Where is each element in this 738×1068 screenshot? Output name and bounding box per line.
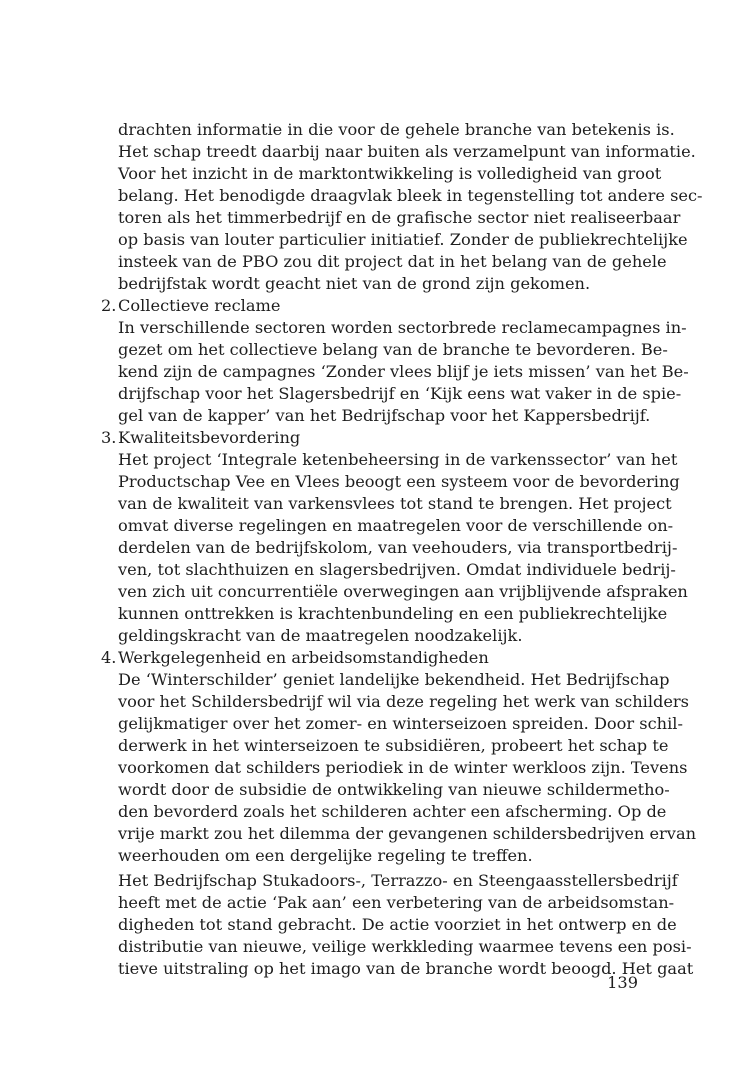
item-heading: Kwaliteitsbevordering	[118, 428, 301, 447]
item-line: ven, tot slachthuizen en slagersbedrijven. Omdat individuele bedrij-	[118, 560, 676, 579]
item-line: Productschap Vee en Vlees beoogt een systeem voor de bevordering	[118, 472, 680, 491]
item-line: voorkomen dat schilders periodiek in de winter werkloos zijn. Tevens	[118, 758, 688, 777]
item-line: omvat diverse regelingen en maatregelen voor de verschillende on-	[118, 516, 674, 535]
item-line: kunnen onttrekken is krachtenbundeling en een publiekrechtelijke	[118, 604, 668, 623]
item-line: tieve uitstraling op het imago van de branche wordt beoogd. Het gaat	[118, 959, 694, 978]
item-heading: Werkgelegenheid en arbeidsomstandigheden	[118, 648, 489, 667]
item-line: kend zijn de campagnes ‘Zonder vlees blijf je iets missen’ van het Be-	[118, 362, 689, 381]
intro-line: toren als het timmerbedrijf en de grafische sector niet realiseerbaar	[118, 208, 681, 227]
item-line: heeft met de actie ‘Pak aan’ een verbetering van de arbeidsomstan-	[118, 893, 675, 912]
item-line: wordt door de subsidie de ontwikkeling van nieuwe schildermetho-	[118, 780, 670, 799]
item-line: weerhouden om een dergelijke regeling te treffen.	[118, 846, 533, 865]
item-line: De ‘Winterschilder’ geniet landelijke bekendheid. Het Bedrijfschap	[118, 670, 670, 689]
intro-line: drachten informatie in die voor de gehele branche van betekenis is.	[118, 120, 675, 139]
page-number: 139	[607, 973, 638, 992]
item-number: 2.	[101, 296, 117, 315]
item-line: derwerk in het winterseizoen te subsidiëren, probeert het schap te	[118, 736, 669, 755]
intro-line: belang. Het benodigde draagvlak bleek in tegenstelling tot andere sec-	[118, 186, 703, 205]
intro-line: Voor het inzicht in de marktontwikkeling is volledigheid van groot	[118, 164, 662, 183]
item-number: 3.	[101, 428, 117, 447]
item-line: gel van de kapper’ van het Bedrijfschap voor het Kappersbedrijf.	[118, 406, 651, 425]
intro-line: Het schap treedt daarbij naar buiten als verzamelpunt van informatie.	[118, 142, 696, 161]
item-line: derdelen van de bedrijfskolom, van veehouders, via transportbedrij-	[118, 538, 678, 557]
intro-line: bedrijfstak wordt geacht niet van de grond zijn gekomen.	[118, 274, 591, 293]
item-line: voor het Schildersbedrijf wil via deze regeling het werk van schilders	[118, 692, 689, 711]
item-line: gelijkmatiger over het zomer- en winterseizoen spreiden. Door schil-	[118, 714, 683, 733]
item-line: ven zich uit concurrentiële overwegingen aan vrijblijvende afspraken	[118, 582, 688, 601]
item-line: van de kwaliteit van varkensvlees tot stand te brengen. Het project	[118, 494, 672, 513]
item-line: geldingskracht van de maatregelen noodzakelijk.	[118, 626, 523, 645]
item-line: vrije markt zou het dilemma der gevangenen schildersbedrijven ervan	[118, 824, 697, 843]
item-line: drijfschap voor het Slagersbedrijf en ‘Kijk eens wat vaker in de spie-	[118, 384, 682, 403]
intro-line: insteek van de PBO zou dit project dat in het belang van de gehele	[118, 252, 667, 271]
intro-line: op basis van louter particulier initiatief. Zonder de publiekrechtelijke	[118, 230, 688, 249]
item-line: In verschillende sectoren worden sectorbrede reclamecampagnes in-	[118, 318, 687, 337]
item-line: Het Bedrijfschap Stukadoors-, Terrazzo- en Steengaasstellersbedrijf	[118, 871, 678, 890]
item-number: 4.	[101, 648, 117, 667]
item-line: den bevorderd zoals het schilderen achter een afscherming. Op de	[118, 802, 667, 821]
item-line: Het project ‘Integrale ketenbeheersing in de varkenssector’ van het	[118, 450, 678, 469]
item-line: distributie van nieuwe, veilige werkkleding waarmee tevens een posi-	[118, 937, 692, 956]
item-line: digheden tot stand gebracht. De actie voorziet in het ontwerp en de	[118, 915, 677, 934]
item-line: gezet om het collectieve belang van de branche te bevorderen. Be-	[118, 340, 668, 359]
item-heading: Collectieve reclame	[118, 296, 281, 315]
